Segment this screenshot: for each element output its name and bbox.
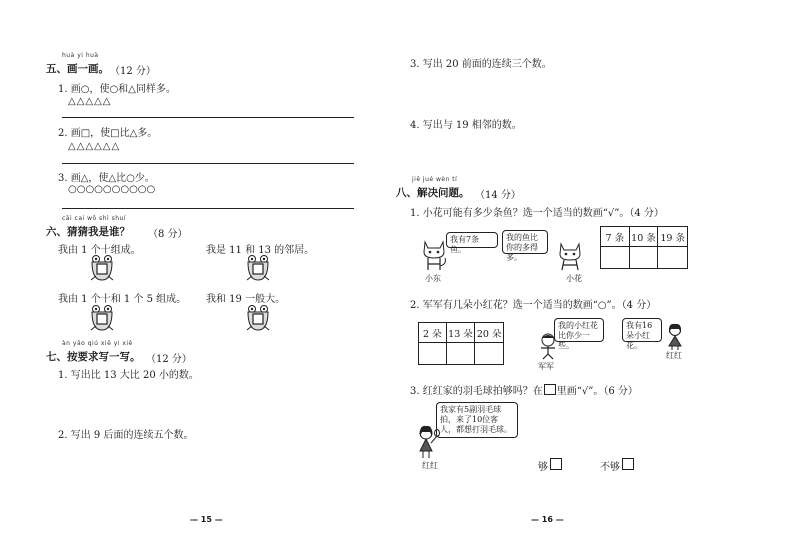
p2-options-table: [418, 322, 504, 365]
frog-icon: [89, 254, 115, 282]
frog-answer-box[interactable]: [97, 314, 107, 324]
frog-icon: [245, 254, 271, 282]
frog-answer-box[interactable]: [253, 264, 263, 274]
s6-clue-4: 我和 19 一般大。: [206, 294, 286, 305]
p1-speech-bubble-a: 我有7条鱼。: [446, 232, 498, 248]
girl-with-racket-icon: [414, 424, 440, 460]
s6-clue-3: 我由 1 个十和 1 个 5 组成。: [58, 294, 187, 305]
p3-enough-label: 够: [538, 462, 548, 473]
s7-q4: 4. 写出与 19 相邻的数。: [410, 120, 522, 131]
p3-question: [410, 382, 638, 397]
p2-speech-bubble-b: 我有16朵小红花。: [622, 318, 662, 342]
p1-option-2: 10 条: [629, 227, 658, 247]
s5-q1-shapes: △△△△△: [68, 96, 112, 107]
p2-answer-cell-3[interactable]: [475, 343, 504, 365]
p1-name-b: 小花: [566, 274, 582, 283]
s5-q1: 1. 画○，使○和△同样多。: [58, 84, 176, 95]
p2-name-b: 红红: [666, 351, 682, 360]
s8-pinyin: jiě jué wèn tí: [412, 176, 458, 183]
s7-title: 七、按要求写一写。: [46, 351, 141, 363]
frog-icon: [89, 304, 115, 332]
s5-q2: 2. 画□，使□比△多。: [58, 128, 158, 139]
p3-question-pre: 3. 红红家的羽毛球拍够吗？在: [410, 386, 543, 397]
p3-not-enough-checkbox[interactable]: [622, 458, 634, 470]
p1-answer-cell-1[interactable]: [601, 247, 630, 269]
p1-question: 1. 小花可能有多少条鱼？选一个适当的数画“√”。（4 分）: [410, 208, 664, 219]
p2-option-3: 20 朵: [475, 323, 504, 343]
page-number-left: — 15 —: [190, 515, 223, 524]
p2-answer-cell-1[interactable]: [419, 343, 447, 365]
p1-answer-cell-2[interactable]: [629, 247, 658, 269]
p1-speech-bubble-b: 我的鱼比你的多得多。: [502, 230, 548, 254]
s7-q1: 1. 写出比 13 大比 20 小的数。: [58, 370, 199, 381]
girl-icon: [664, 322, 686, 350]
p2-name-a: 军军: [538, 362, 554, 371]
s6-pinyin: cāi cai wǒ shì shuí: [62, 215, 126, 222]
s6-clue-1: 我由 1 个十组成。: [58, 245, 141, 256]
page-number-right: — 16 —: [531, 515, 564, 524]
p1-option-3: 19 条: [658, 227, 688, 247]
p3-not-enough-label: 不够: [600, 462, 620, 473]
s6-clue-2: 我是 11 和 13 的邻居。: [206, 245, 315, 256]
s6-title: 六、猜猜我是谁？: [46, 226, 130, 238]
p3-question-post: 里画“√”。（6 分）: [556, 386, 638, 397]
s7-pinyin: àn yāo qiú xiě yi xiě: [62, 340, 133, 347]
s7-q2: 2. 写出 9 后面的连续五个数。: [58, 430, 194, 441]
p3-speech-bubble: 我家有5副羽毛球拍，来了10位客人，都想打羽毛球。: [436, 402, 518, 438]
frog-icon: [245, 304, 271, 332]
s5-q3-shapes: ○○○○○○○○○○: [68, 184, 156, 195]
s8-score: （14 分）: [475, 190, 521, 201]
s5-q2-answer-line[interactable]: [62, 163, 354, 164]
cat-icon: [556, 240, 584, 272]
p3-name: 红红: [422, 461, 438, 470]
p1-answer-cell-3[interactable]: [658, 247, 688, 269]
s5-q3: 3. 画△，使△比○少。: [58, 173, 155, 184]
p1-name-a: 小东: [425, 274, 441, 283]
p2-question: 2. 军军有几朵小红花？选一个适当的数画“○”。（4 分）: [410, 300, 657, 311]
s7-score: （12 分）: [146, 354, 192, 365]
s5-q2-shapes: △△△△△△: [68, 141, 121, 152]
p2-answer-cell-2[interactable]: [446, 343, 475, 365]
frog-answer-box[interactable]: [97, 264, 107, 274]
p1-option-1: 7 条: [601, 227, 630, 247]
p2-option-2: 13 朵: [446, 323, 475, 343]
s5-score: （12 分）: [110, 66, 156, 77]
s5-title: 五、画一画。: [46, 63, 109, 75]
s5-q1-answer-line[interactable]: [62, 117, 354, 118]
s7-q3: 3. 写出 20 前面的连续三个数。: [410, 59, 552, 70]
s6-score: （8 分）: [148, 229, 188, 240]
s8-title: 八、解决问题。: [396, 187, 470, 199]
cat-icon: [420, 238, 448, 272]
p1-options-table: [600, 226, 688, 269]
frog-answer-box[interactable]: [253, 314, 263, 324]
p2-option-1: 2 朵: [419, 323, 447, 343]
p3-enough-checkbox[interactable]: [550, 458, 562, 470]
s5-q3-answer-line[interactable]: [62, 208, 354, 209]
p2-speech-bubble-a: 我的小红花比你少一些。: [554, 318, 604, 342]
s5-pinyin: huà yi huà: [62, 52, 99, 59]
p3-inline-box-icon: [544, 384, 556, 395]
